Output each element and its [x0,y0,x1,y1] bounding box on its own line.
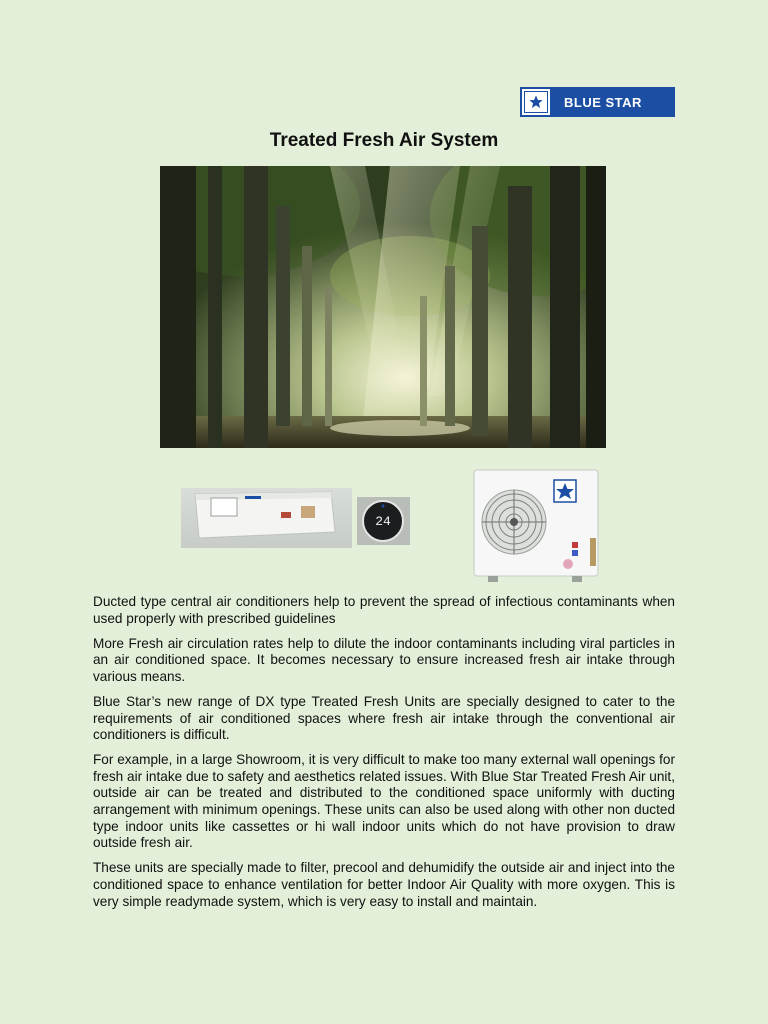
thermostat-display: 24 [375,514,391,529]
paragraph-3: Blue Star’s new range of DX type Treated Fresh Units are specially designed to cater to the requirements of air conditioned spaces where fresh air intake through the conventional air conditioners is difficult. [93,693,675,743]
star-icon [524,91,548,113]
ducted-unit-image [181,488,352,548]
outdoor-unit-image [472,468,602,584]
blue-star-logo [520,87,675,117]
page-title: Treated Fresh Air System [269,130,499,151]
paragraph-4: For example, in a large Showroom, it is very difficult to make too many external wall openings for fresh air intake due to safety and aesthetics related issues. With Blue Star Treated Fresh Air unit, outside air can be treated and distributed to the conditioned space uniformly with ducting arrangement with minimum openings. These units can also be used along with other non ducted type indoor units like cassettes or hi wall indoor units which do not have provision to draw outside fresh air. [93,752,675,851]
paragraph-5: These units are specially made to filter, precool and dehumidify the outside air and inject into the conditioned space to enhance ventilation for better Indoor Air Quality with more oxygen. This is very simple readymade system, which is very easy to install and maintain. [93,860,675,909]
paragraph-2: More Fresh air circulation rates help to dilute the indoor contaminants including viral particles in an air conditioned space. It becomes necessary to ensure increased fresh air intake through various means. [93,635,675,684]
forest-photo [160,166,606,448]
thermostat-image [357,497,410,545]
paragraph-1: Ducted type central air conditioners help to prevent the spread of infectious contaminants when used properly with prescribed guidelines [93,594,675,626]
body-text [93,594,675,919]
logo-text: BLUE STAR [564,94,642,110]
logo-emblem [522,89,550,115]
